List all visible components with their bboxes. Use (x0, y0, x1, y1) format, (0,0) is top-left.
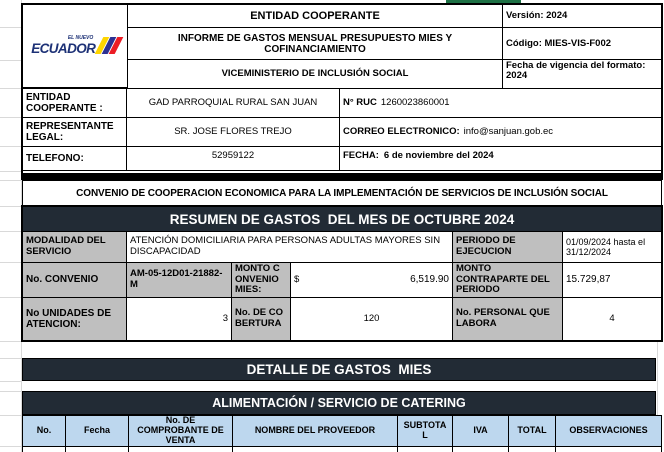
form-subtitle: INFORME DE GASTOS MENSUAL PRESUPUESTO MIES Y COFINANCIAMIENTO (127, 27, 503, 61)
col-header-observaciones: OBSERVACIONES (555, 415, 662, 447)
monto-mies-label: MONTO CONVENIO MIES: (231, 262, 291, 298)
ecuador-logo (31, 36, 119, 56)
gridline (0, 206, 21, 207)
gridline (0, 146, 21, 147)
form-title: ENTIDAD COOPERANTE (127, 4, 503, 29)
gridline (0, 180, 21, 181)
entidad-label: ENTIDAD COOPERANTE : (22, 88, 127, 118)
table-row-cell[interactable] (232, 446, 398, 452)
fecha-label: FECHA: (343, 150, 379, 161)
gridline (0, 381, 21, 382)
table-row-cell[interactable] (508, 446, 556, 452)
table-row-cell[interactable] (397, 446, 453, 452)
periodo-value[interactable]: 01/09/2024 hasta el 31/12/2024 (562, 231, 662, 263)
logo-cell (22, 4, 128, 88)
ruc-value: 1260023860001 (380, 96, 450, 108)
gridline (0, 88, 21, 89)
gridline (0, 262, 21, 263)
table-row-cell[interactable] (65, 446, 129, 452)
ruc-label: N° RUC (343, 96, 377, 108)
cobertura-label: No. DE COBERTURA (231, 297, 291, 341)
codigo-cell: Código: MIES-VIS-F002 (502, 27, 662, 61)
gridline (0, 415, 21, 416)
resumen-section-bar: RESUMEN DE GASTOS DEL MES DE OCTUBRE 2024 (22, 206, 662, 232)
representante-label: REPRESENTANTE LEGAL: (22, 117, 127, 147)
fecha-value: 6 de noviembre del 2024 (383, 150, 494, 161)
catering-section-bar: ALIMENTACIÓN / SERVICIO DE CATERING (22, 391, 656, 415)
gridline (0, 391, 21, 392)
personal-label: No. PERSONAL QUE LABORA (452, 297, 563, 341)
fecha-cell[interactable] (339, 146, 662, 171)
convenio-title: CONVENIO DE COOPERACION ECONOMICA PARA LA IMPLEMENTACIÓN DE SERVICIOS DE INCLUSIÓN SOCIAL (22, 180, 662, 207)
table-row-cell[interactable] (128, 446, 233, 452)
cobertura-value[interactable]: 120 (290, 297, 453, 341)
logo-tagline: EL NUEVO (67, 35, 94, 42)
col-header-no: No. (22, 415, 66, 447)
telefono-label: TELEFONO: (22, 146, 127, 171)
vigencia-cell: Fecha de vigencia del formato: 2024 (502, 59, 662, 89)
contraparte-label: MONTO CONTRAPARTE DEL PERIODO (452, 262, 563, 298)
personal-value[interactable]: 4 (562, 297, 662, 341)
monto-mies-value: 6,519.90 (410, 274, 449, 286)
correo-label: CORREO ELECTRONICO: (343, 125, 460, 137)
logo-wordmark: ECUADOR (31, 40, 96, 56)
gridline (0, 446, 21, 447)
form-department: VICEMINISTERIO DE INCLUSIÓN SOCIAL (127, 59, 503, 89)
currency-symbol: $ (294, 273, 300, 285)
col-header-fecha: Fecha (65, 415, 129, 447)
table-row-cell[interactable] (555, 446, 662, 452)
num-convenio-label: No. CONVENIO (22, 262, 127, 298)
col-header-total: TOTAL (508, 415, 556, 447)
modalidad-label: MODALIDAD DEL SERVICIO (22, 231, 127, 263)
contraparte-value[interactable]: 15.729,87 (562, 262, 662, 298)
col-header-comprobante: No. DE COMPROBANTE DE VENTA (128, 415, 233, 447)
periodo-label: PERIODO DE EJECUCION (452, 231, 563, 263)
gridline (0, 297, 21, 298)
col-header-subtotal: SUBTOTAL (397, 415, 453, 447)
gridline (0, 231, 21, 232)
unidades-value[interactable]: 3 (126, 297, 232, 341)
gridline (0, 171, 21, 172)
table-row-cell[interactable] (452, 446, 509, 452)
gridline (0, 341, 21, 342)
modalidad-value[interactable]: ATENCIÓN DOMICILIARIA PARA PERSONAS ADULTAS MAYORES SIN DISCAPACIDAD (126, 231, 453, 263)
table-row-cell[interactable] (22, 446, 66, 452)
gridline (0, 27, 21, 28)
num-convenio-value[interactable]: AM-05-12D01-21882-M (126, 262, 232, 298)
correo-cell[interactable] (339, 117, 662, 147)
flag-stripes-icon (95, 37, 123, 54)
gridline (0, 358, 21, 359)
col-header-iva: IVA (452, 415, 509, 447)
excel-selection-edge (446, 0, 521, 3)
gridline (0, 117, 21, 118)
monto-mies-value-cell[interactable] (290, 262, 453, 298)
entidad-value[interactable]: GAD PARROQUIAL RURAL SAN JUAN (126, 88, 340, 118)
gridline (0, 60, 21, 61)
ruc-cell[interactable] (339, 88, 662, 118)
unidades-label: No UNIDADES DE ATENCION: (22, 297, 127, 341)
telefono-value[interactable]: 52959122 (126, 146, 340, 171)
detalle-section-bar: DETALLE DE GASTOS MIES (22, 358, 656, 381)
col-header-proveedor: NOMBRE DEL PROVEEDOR (232, 415, 398, 447)
correo-value: info@sanjuan.gob.ec (463, 125, 554, 137)
version-cell: Versión: 2024 (502, 4, 662, 29)
representante-value[interactable]: SR. JOSE FLORES TREJO (126, 117, 340, 147)
